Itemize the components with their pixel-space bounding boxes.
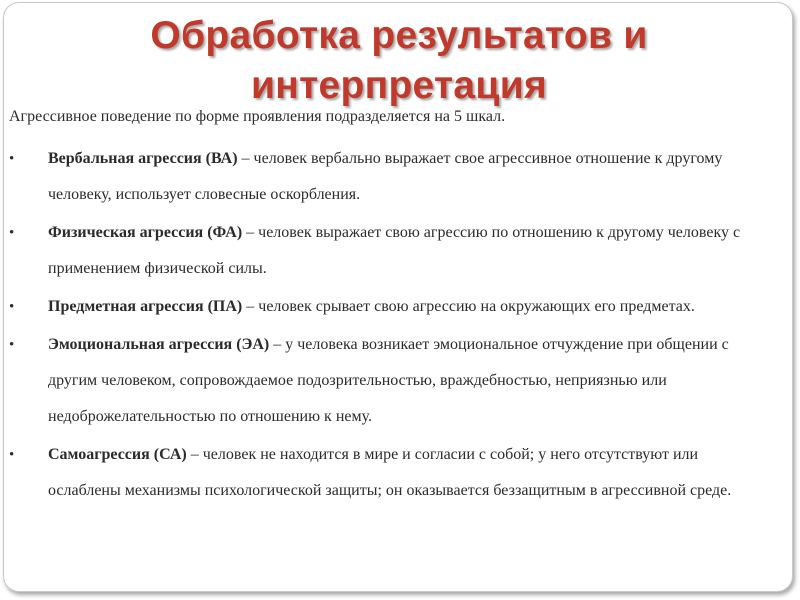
list-item-term: Вербальная агрессия (ВА) xyxy=(48,150,238,167)
bullet-icon: • xyxy=(9,225,15,241)
list-item-text: – у человека возникает эмоциональное отчуждение при общении с другим человеком, сопровождаемое подозрительностью, враждебностью, неприязнью или недоброжелательностью по отношению к нему. xyxy=(48,336,729,425)
list-item-text: – человек не находится в мире и согласии с собой; у него отсутствуют или ослаблены механизмы психологической защиты; он оказывается беззащитным в агрессивной среде. xyxy=(48,446,732,499)
list-item-physical-aggression xyxy=(4,215,794,287)
slide-title-line-1: Обработка результатов и xyxy=(150,14,648,57)
slide-title-line-2: интерпретация xyxy=(250,64,548,107)
list-item-term: Предметная агрессия (ПА) xyxy=(48,298,243,315)
list-item-text: – человек выражает свою агрессию по отношению к другому человеку с применением физической силы. xyxy=(48,224,741,277)
list-item-emotional-aggression xyxy=(4,327,794,435)
bullet-icon: • xyxy=(9,151,15,167)
list-item-self-aggression xyxy=(4,437,794,509)
list-item-verbal-aggression xyxy=(4,141,794,213)
aggression-scales-list xyxy=(4,141,794,511)
bullet-icon: • xyxy=(9,299,15,315)
list-item-text: – человек срывает свою агрессию на окружающих его предметах. xyxy=(242,298,695,315)
slide-frame xyxy=(3,2,793,592)
list-item-term: Самоагрессия (СА) xyxy=(48,446,187,463)
bullet-icon: • xyxy=(9,447,15,463)
list-item-term: Эмоциональная агрессия (ЭА) xyxy=(48,336,270,353)
list-item-term: Физическая агрессия (ФА) xyxy=(48,224,243,241)
list-item-text: – человек вербально выражает свое агрессивное отношение к другому человеку, использует словесные оскорбления. xyxy=(48,150,723,203)
intro-paragraph: Агрессивное поведение по форме проявления подразделяется на 5 шкал. xyxy=(9,108,506,125)
list-item-object-aggression xyxy=(4,289,794,325)
bullet-icon: • xyxy=(9,337,15,353)
slide-title xyxy=(4,11,794,111)
